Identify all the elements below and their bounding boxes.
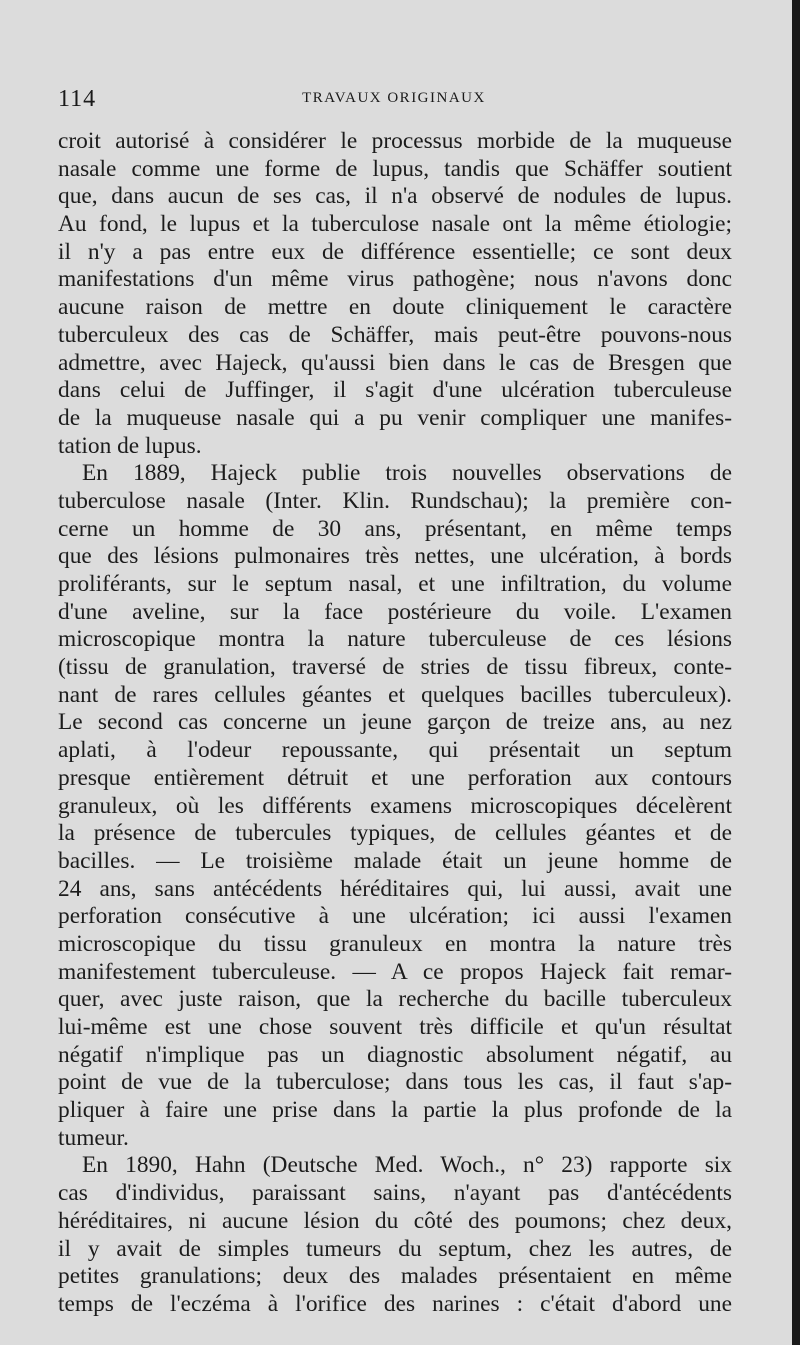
text-line: lui-même est une chose souvent très difficile et qu'un résultat (58, 1014, 732, 1040)
text-line: la présence de tubercules typiques, de cellules géantes et de (58, 820, 732, 847)
text-line: temps de l'eczéma à l'orifice des narines : c'était d'abord une (58, 1290, 732, 1317)
text-line: croit autorisé à considérer le processus morbide de la muqueuse (58, 128, 732, 154)
body-text (58, 128, 732, 1319)
text-line: proliférants, sur le septum nasal, et une infiltration, du volume (58, 571, 732, 597)
running-title: TRAVAUX ORIGINAUX (302, 90, 486, 106)
text-line: il y avait de simples tumeurs du septum, chez les autres, de (58, 1235, 732, 1262)
text-line: quer, avec juste raison, que la recherche du bacille tuberculeux (58, 986, 732, 1013)
text-line: En 1889, Hajeck publie trois nouvelles observations de (82, 460, 732, 487)
text-line: de la muqueuse nasale qui a pu venir compliquer une manifes- (58, 404, 732, 431)
text-line: admettre, avec Hajeck, qu'aussi bien dans le cas de Bresgen que (58, 349, 732, 376)
text-line: granuleux, où les différents examens microscopiques décelèrent (58, 792, 732, 819)
text-line: cas d'individus, paraissant sains, n'ayant pas d'antécédents (58, 1180, 732, 1207)
text-line: tuberculose nasale (Inter. Klin. Rundschau); la première con- (58, 487, 732, 514)
text-line: manifestement tuberculeuse. — A ce propos Hajeck fait remar- (58, 958, 732, 985)
text-line: il n'y a pas entre eux de différence essentielle; ce sont deux (58, 238, 732, 265)
text-line: négatif n'implique pas un diagnostic absolument négatif, au (58, 1041, 732, 1068)
text-line: En 1890, Hahn (Deutsche Med. Woch., n° 23) rapporte six (82, 1152, 732, 1179)
text-line: microscopique montra la nature tuberculeuse de ces lésions (58, 626, 732, 653)
text-line: petites granulations; deux des malades présentaient en même (58, 1263, 732, 1290)
text-line: héréditaires, ni aucune lésion du côté des poumons; chez deux, (58, 1207, 732, 1234)
text-line: 24 ans, sans antécédents héréditaires qui, lui aussi, avait une (58, 875, 732, 902)
text-line: d'une aveline, sur la face postérieure du voile. L'examen (58, 598, 732, 625)
text-line: dans celui de Juffinger, il s'agit d'une ulcération tuberculeuse (58, 377, 732, 404)
text-line: tumeur. (58, 1124, 129, 1151)
text-line: pliquer à faire une prise dans la partie la plus profonde de la (58, 1097, 732, 1124)
text-line: manifestations d'un même virus pathogène; nous n'avons donc (58, 266, 732, 293)
text-line: tation de lupus. (58, 432, 202, 459)
page-header (58, 86, 730, 116)
text-line: presque entièrement détruit et une perforation aux contours (58, 764, 732, 791)
text-line: bacilles. — Le troisième malade était un jeune homme de (58, 847, 732, 874)
text-line: Le second cas concerne un jeune garçon de treize ans, au nez (58, 709, 732, 736)
text-line: point de vue de la tuberculose; dans tous les cas, il faut s'ap- (58, 1069, 732, 1096)
text-line: (tissu de granulation, traversé de stries de tissu fibreux, conte- (58, 654, 732, 681)
text-line: nant de rares cellules géantes et quelques bacilles tuberculeux). (58, 681, 732, 708)
page-number: 114 (58, 86, 97, 112)
text-line: cerne un homme de 30 ans, présentant, en même temps (58, 515, 732, 542)
text-line: aplati, à l'odeur repoussante, qui présentait un septum (58, 737, 732, 764)
text-line: que, dans aucun de ses cas, il n'a observé de nodules de lupus. (58, 183, 732, 210)
text-line: tuberculeux des cas de Schäffer, mais peut-être pouvons-nous (58, 321, 732, 348)
page-edge-shadow (792, 0, 800, 1345)
text-line: aucune raison de mettre en doute cliniquement le caractère (58, 294, 732, 321)
text-line: Au fond, le lupus et la tuberculose nasale ont la même étiologie; (58, 211, 732, 238)
text-line: microscopique du tissu granuleux en montra la nature très (58, 930, 732, 957)
text-line: que des lésions pulmonaires très nettes, une ulcération, à bords (58, 543, 732, 570)
text-line: nasale comme une forme de lupus, tandis que Schäffer soutient (58, 155, 732, 182)
text-line: perforation consécutive à une ulcération; ici aussi l'examen (58, 903, 732, 930)
